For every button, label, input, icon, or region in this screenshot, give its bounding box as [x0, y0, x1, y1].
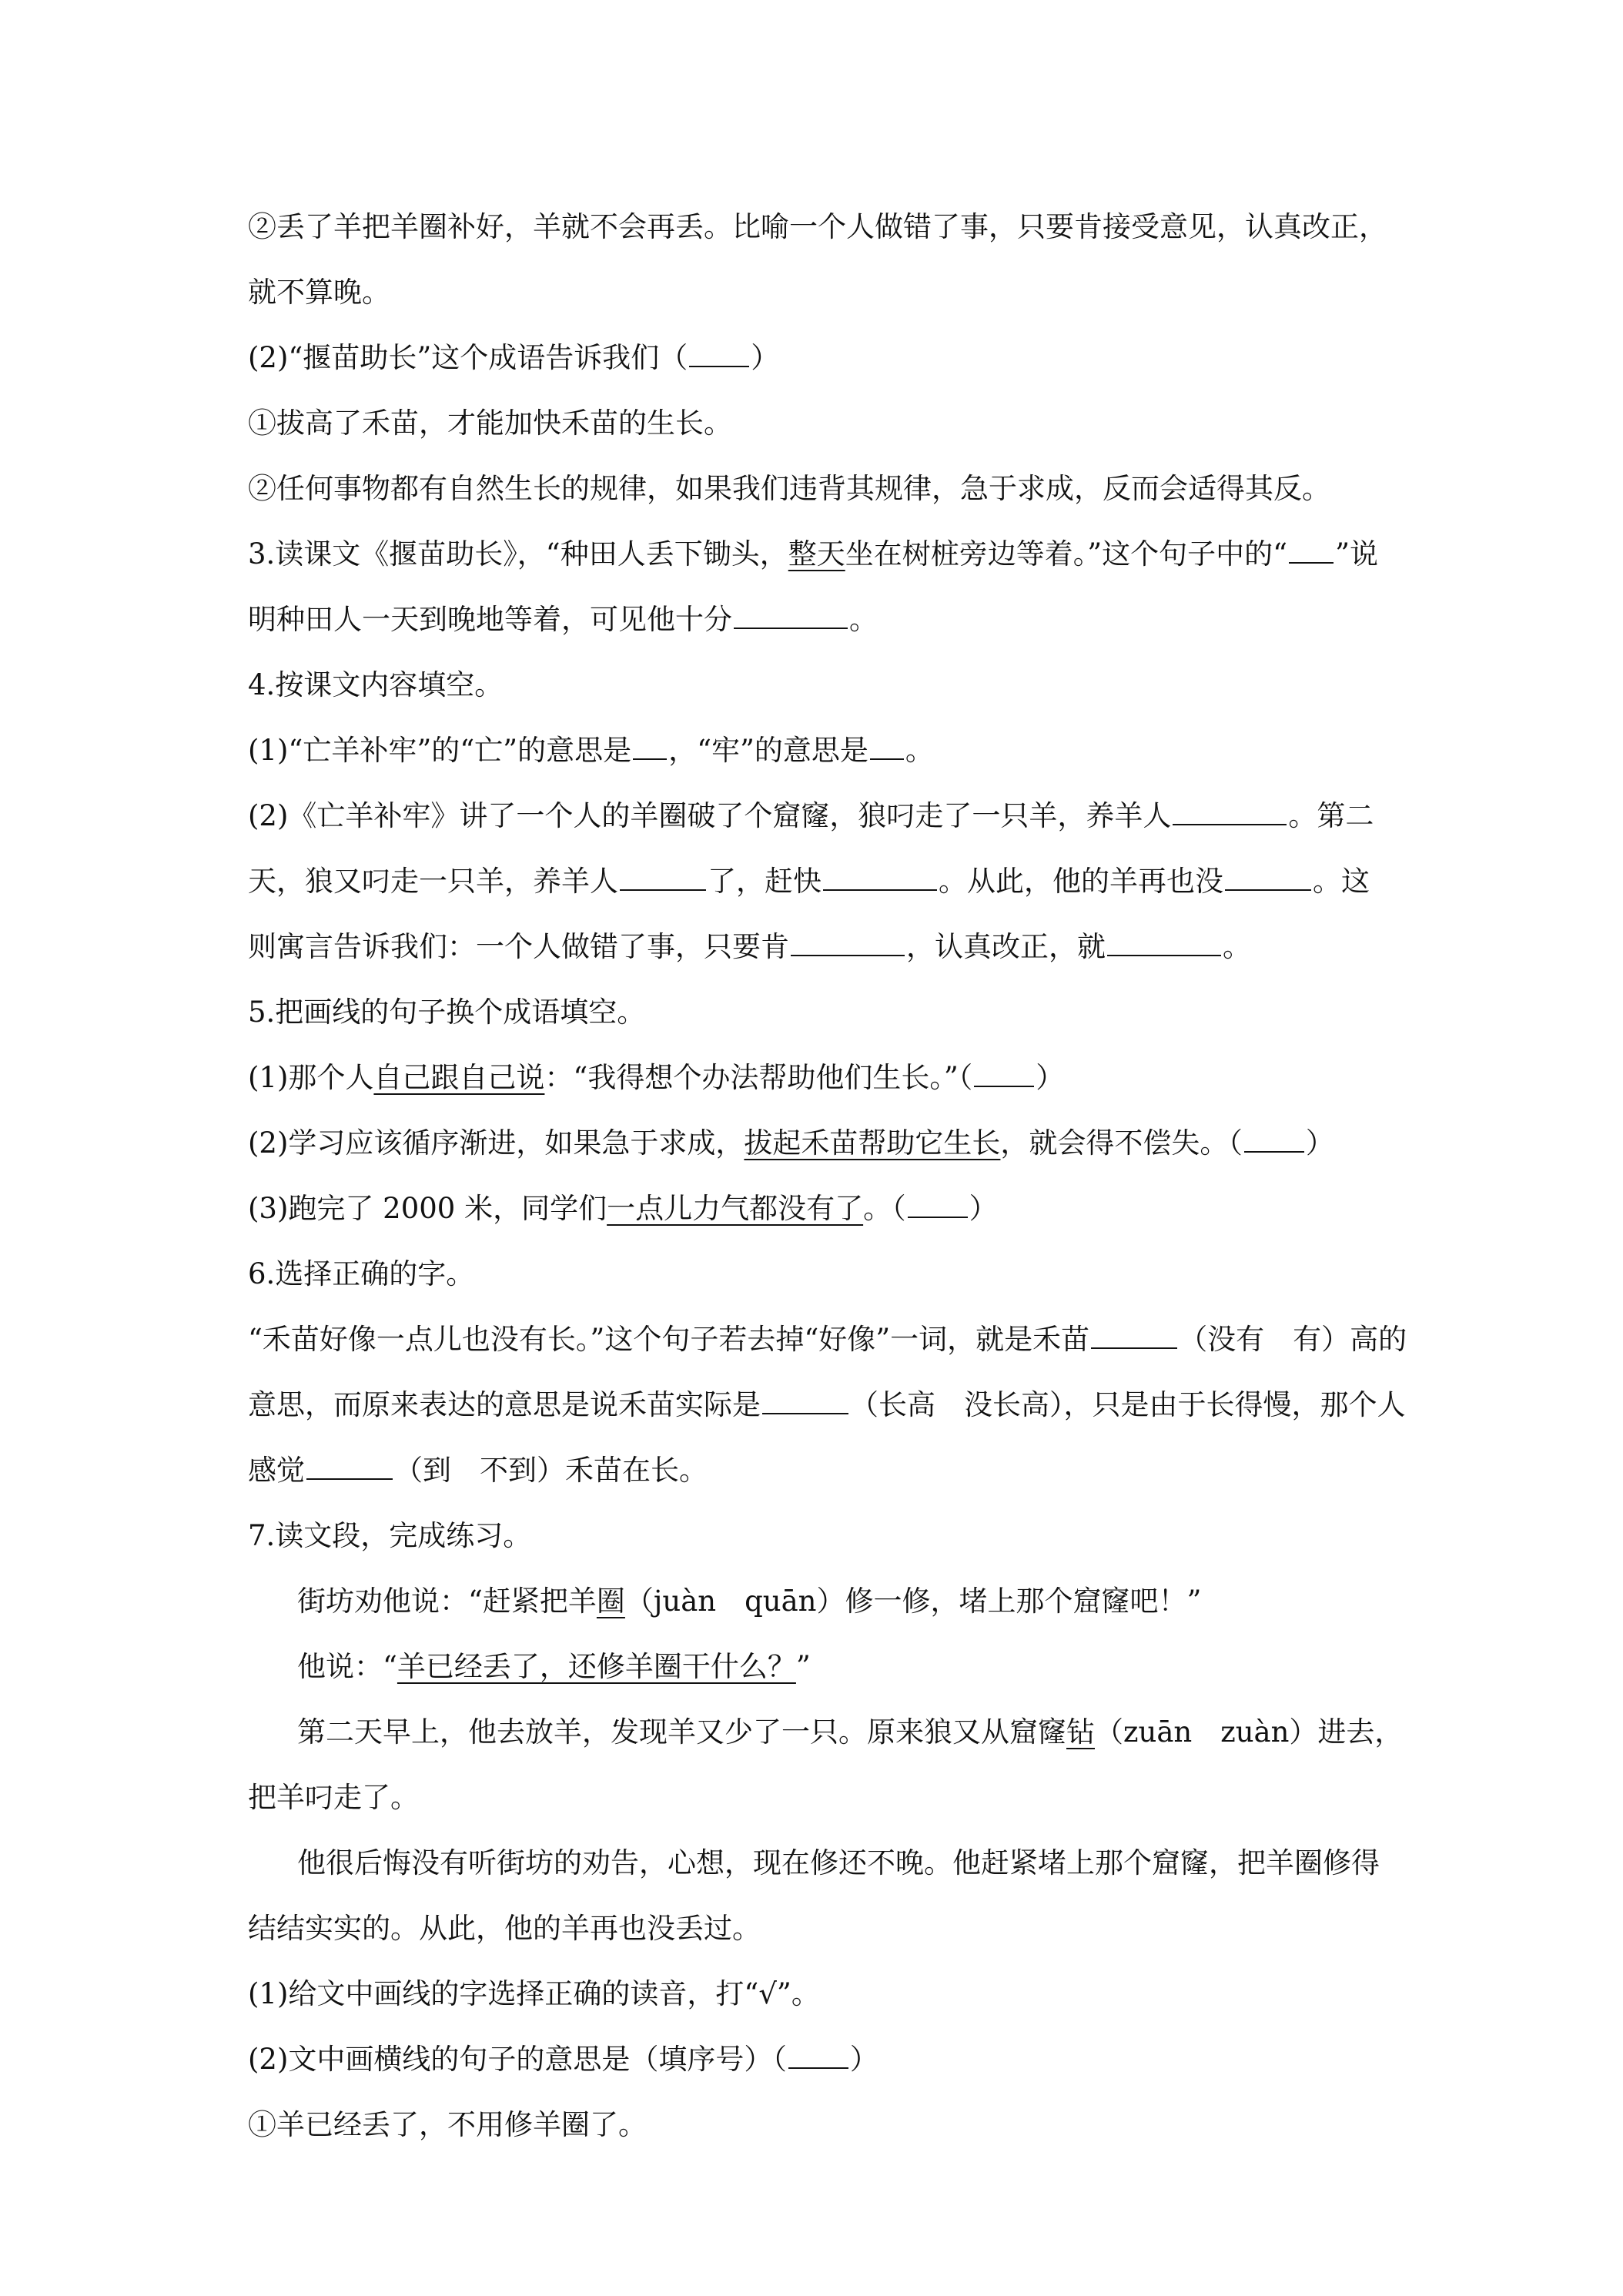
question-heading: [248, 1518, 1387, 1555]
answer-blank[interactable]: [689, 340, 749, 367]
text: 。第二: [1288, 799, 1374, 832]
text: （zuān zuàn）进去，: [1095, 1715, 1404, 1749]
passage-line: [248, 1779, 1387, 1816]
text: (1)那个人: [248, 1061, 374, 1094]
question-line: [248, 1125, 1387, 1162]
option-line: [248, 274, 1387, 311]
question-heading: [248, 667, 1387, 704]
answer-blank[interactable]: [791, 929, 905, 956]
passage-line: [297, 1648, 1437, 1685]
text: （到 不到）禾苗在长。: [394, 1454, 708, 1487]
text: 第二天早上，他去放羊，发现羊又少了一只。原来狼又从窟窿: [297, 1715, 1066, 1749]
underlined-text: 一点儿力气都没有了: [607, 1192, 864, 1225]
text: ）: [1305, 1126, 1334, 1160]
option-line: [248, 209, 1387, 246]
option-line: [248, 2107, 1387, 2144]
text: ）: [751, 341, 780, 374]
text: ②丢了羊把羊圈补好，羊就不会再丢。比喻一个人做错了事，只要肯接受意见，认真改正，: [248, 210, 1387, 243]
text: 7.读文段，完成练习。: [248, 1519, 532, 1552]
passage-line: [248, 1910, 1387, 1947]
text: 。从此，他的羊再也没: [939, 865, 1223, 898]
answer-blank[interactable]: [620, 863, 706, 891]
underlined-char: 钻: [1066, 1715, 1095, 1749]
text: ②任何事物都有自然生长的规律，如果我们违背其规律，急于求成，反而会适得其反。: [248, 472, 1330, 505]
text: (1)给文中画线的字选择正确的读音，打“√”。: [248, 1977, 820, 2010]
text: 6.选择正确的字。: [248, 1257, 475, 1290]
question-line: [248, 536, 1387, 573]
text: ）: [1036, 1061, 1065, 1094]
passage-line: [297, 1845, 1437, 1882]
question-line: [248, 1321, 1407, 1358]
text: ①拔高了禾苗，才能加快禾苗的生长。: [248, 407, 732, 440]
text: ：“我得想个办法帮助他们生长。”（: [544, 1061, 973, 1094]
question-line: [248, 798, 1387, 835]
underlined-text: 拔起禾苗帮助它生长: [744, 1126, 1001, 1160]
text: （没有 有）高的: [1179, 1323, 1407, 1356]
answer-blank[interactable]: [762, 1387, 848, 1414]
text: 他说：“: [297, 1650, 397, 1683]
text: “禾苗好像一点儿也没有长。”这个句子若去掉“好像”一词，就是禾苗: [248, 1323, 1090, 1356]
question-heading: [248, 994, 1387, 1031]
answer-blank[interactable]: [734, 601, 848, 629]
question-line: [248, 1452, 1387, 1489]
underlined-sentence: 羊已经丢了，还修羊圈干什么？: [397, 1650, 796, 1683]
answer-blank[interactable]: [974, 1059, 1034, 1087]
answer-blank[interactable]: [870, 732, 904, 760]
text: (1)“亡羊补牢”的“亡”的意思是: [248, 734, 632, 767]
text: 街坊劝他说：“赶紧把羊: [297, 1585, 597, 1618]
text: （juàn quān）修一修，堵上那个窟窿吧！”: [624, 1585, 1202, 1618]
text: 。: [849, 603, 878, 636]
text: ）: [849, 2043, 878, 2076]
text: （长高 没长高），只是由于长得慢，那个人: [850, 1388, 1406, 1421]
text: 明种田人一天到晚地等着，可见他十分: [248, 603, 732, 636]
text: 4.按课文内容填空。: [248, 668, 504, 701]
question-line: [248, 863, 1387, 900]
text: (3)跑完了 2000 米，同学们: [248, 1192, 607, 1225]
question-line: [248, 929, 1387, 966]
passage-line: [297, 1583, 1437, 1620]
text: (2)《亡羊补牢》讲了一个人的羊圈破了个窟窿，狼叼走了一只羊，养羊人: [248, 799, 1172, 832]
question-line: [248, 1059, 1387, 1096]
text: (2)“揠苗助长”这个成语告诉我们（: [248, 341, 688, 374]
text: (2)学习应该循序渐进，如果急于求成，: [248, 1126, 745, 1160]
text: 则寓言告诉我们：一个人做错了事，只要肯: [248, 930, 789, 963]
answer-blank[interactable]: [1173, 798, 1287, 825]
text: ①羊已经丢了，不用修羊圈了。: [248, 2108, 647, 2141]
answer-blank[interactable]: [788, 2041, 848, 2069]
text: ”: [795, 1650, 811, 1683]
answer-blank[interactable]: [908, 1190, 968, 1218]
text: 坐在树桩旁边等着。”这个句子中的“: [845, 537, 1288, 571]
text: 意思，而原来表达的意思是说禾苗实际是: [248, 1388, 761, 1421]
question-line: [248, 2041, 1387, 2078]
option-line: [248, 405, 1387, 442]
underlined-text: 自己跟自己说: [373, 1061, 545, 1094]
underlined-char: 圈: [596, 1585, 625, 1618]
text: ”说: [1335, 537, 1378, 571]
text: ）: [969, 1192, 998, 1225]
text: 。（: [863, 1192, 906, 1225]
answer-blank[interactable]: [306, 1452, 393, 1480]
text: 。: [905, 734, 934, 767]
question-line: [248, 1387, 1406, 1424]
answer-blank[interactable]: [633, 732, 667, 760]
question-line: [248, 1976, 1387, 2013]
question-line: [248, 601, 1387, 638]
option-line: [248, 470, 1387, 507]
question-heading: [248, 1256, 1387, 1293]
text: (2)文中画横线的句子的意思是（填序号）（: [248, 2043, 787, 2076]
text: 就不算晚。: [248, 276, 390, 309]
answer-blank[interactable]: [1244, 1125, 1304, 1153]
text: ，“牢”的意思是: [668, 734, 868, 767]
text: 5.把画线的句子换个成语填空。: [248, 996, 646, 1029]
text: 他很后悔没有听街坊的劝告，心想，现在修还不晚。他赶紧堵上那个窟窿，把羊圈修得: [297, 1846, 1380, 1879]
text: ，认真改正，就: [906, 930, 1106, 963]
text: 结结实实的。从此，他的羊再也没丢过。: [248, 1912, 761, 1945]
underlined-text: 整天: [788, 537, 845, 571]
text: 了，赶快: [708, 865, 822, 898]
question-line: [248, 1190, 1387, 1227]
answer-blank[interactable]: [1107, 929, 1221, 956]
text: 。这: [1313, 865, 1370, 898]
question-line: [248, 732, 1387, 769]
text: 感觉: [248, 1454, 305, 1487]
text: 把羊叼走了。: [248, 1781, 419, 1814]
answer-blank[interactable]: [1091, 1321, 1177, 1349]
question-line: [248, 340, 1387, 377]
answer-blank[interactable]: [1289, 536, 1334, 564]
answer-blank[interactable]: [1225, 863, 1311, 891]
text: 。: [1223, 930, 1251, 963]
text: 天，狼又叼走一只羊，养羊人: [248, 865, 618, 898]
text: 3.读课文《揠苗助长》，“种田人丢下锄头，: [248, 537, 788, 571]
text: ，就会得不偿失。（: [1000, 1126, 1243, 1160]
passage-line: [297, 1714, 1437, 1751]
answer-blank[interactable]: [823, 863, 937, 891]
